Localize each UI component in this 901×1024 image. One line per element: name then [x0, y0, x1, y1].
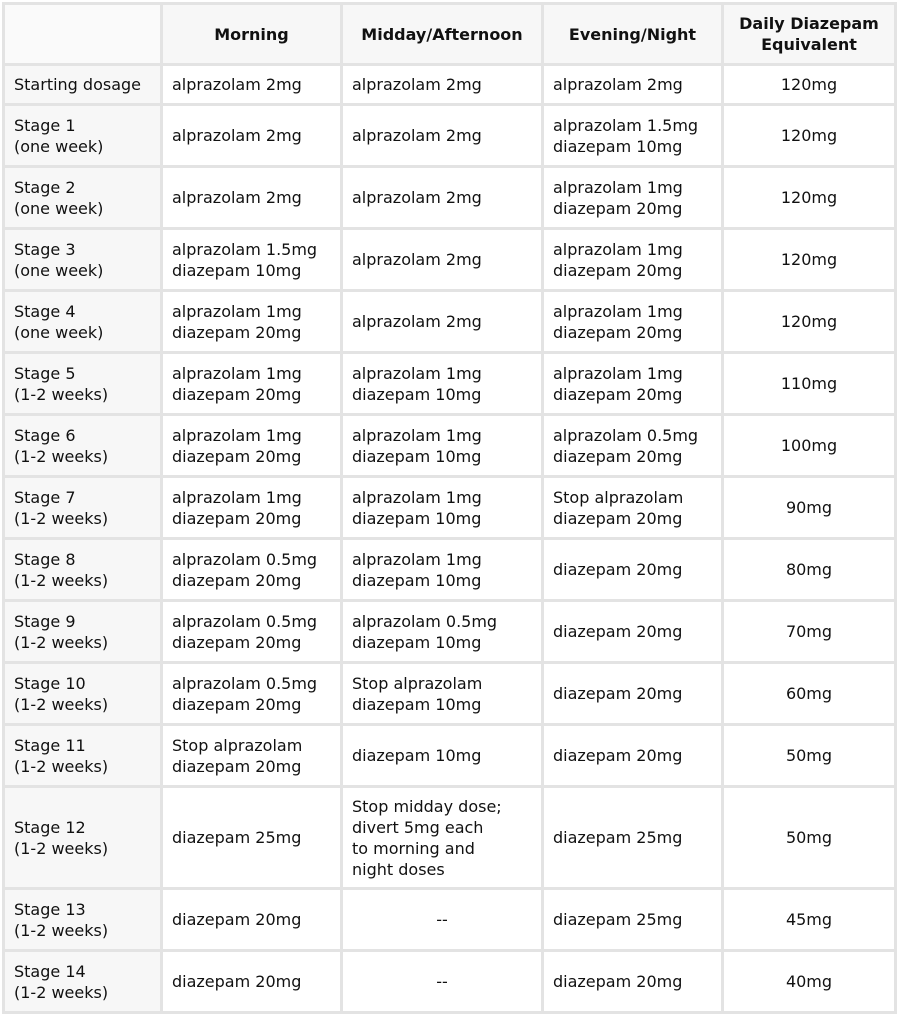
midday-cell: [343, 66, 544, 106]
midday-cell-line: diazepam 10mg: [352, 694, 482, 714]
evening-cell-line: Stop alprazolam: [553, 487, 684, 507]
evening-cell-line: diazepam 20mg: [553, 622, 683, 641]
midday-cell: [343, 354, 544, 416]
evening-cell: [544, 478, 724, 540]
stage-cell-line: Starting dosage: [14, 75, 141, 94]
stage-cell-line: Stage 11: [14, 735, 86, 755]
stage-cell: [2, 890, 163, 952]
midday-cell-line: divert 5mg each: [352, 817, 484, 837]
morning-cell-line: alprazolam 2mg: [172, 188, 302, 207]
midday-cell-line: diazepam 10mg: [352, 746, 482, 765]
table-row: [2, 416, 897, 478]
header-stage: [2, 2, 163, 66]
evening-cell-line: alprazolam 1mg: [553, 301, 683, 321]
stage-cell: [2, 106, 163, 168]
evening-cell-line: alprazolam 1mg: [553, 363, 683, 383]
midday-cell-line: diazepam 10mg: [352, 508, 482, 528]
stage-cell-line: Stage 13: [14, 899, 86, 919]
morning-cell-line: alprazolam 0.5mg: [172, 611, 318, 631]
table-row: [2, 788, 897, 890]
daily-equivalent-cell: 120mg: [724, 292, 897, 354]
stage-cell: [2, 416, 163, 478]
midday-cell-line: Stop alprazolam: [352, 673, 483, 693]
evening-cell-line: diazepam 20mg: [553, 972, 683, 991]
midday-cell-line: alprazolam 2mg: [352, 75, 482, 94]
stage-cell: [2, 602, 163, 664]
table-row: [2, 66, 897, 106]
evening-cell-line: diazepam 25mg: [553, 828, 683, 847]
morning-cell-line: alprazolam 1mg: [172, 487, 302, 507]
morning-cell-line: alprazolam 1mg: [172, 301, 302, 321]
stage-cell-line: (one week): [14, 260, 104, 280]
morning-cell-line: diazepam 20mg: [172, 508, 302, 528]
midday-cell-line: to morning and: [352, 838, 475, 858]
stage-cell-line: Stage 3: [14, 239, 76, 259]
header-daily-text: Daily Diazepam Equivalent: [739, 14, 879, 54]
stage-cell-line: (1-2 weeks): [14, 570, 109, 590]
midday-cell-line: alprazolam 1mg: [352, 425, 482, 445]
stage-cell: [2, 952, 163, 1014]
morning-cell: [163, 664, 343, 726]
midday-cell: [343, 416, 544, 478]
midday-cell: [343, 788, 544, 890]
morning-cell: [163, 602, 343, 664]
morning-cell-line: alprazolam 2mg: [172, 126, 302, 145]
daily-equivalent-cell: 110mg: [724, 354, 897, 416]
daily-equivalent-cell: 120mg: [724, 230, 897, 292]
daily-equivalent-cell: 90mg: [724, 478, 897, 540]
midday-cell-line: --: [436, 972, 448, 991]
table-row: [2, 230, 897, 292]
header-evening: Evening/Night: [544, 2, 724, 66]
evening-cell-line: alprazolam 0.5mg: [553, 425, 699, 445]
table-row: [2, 292, 897, 354]
morning-cell-line: diazepam 20mg: [172, 446, 302, 466]
stage-cell-line: Stage 12: [14, 817, 86, 837]
stage-cell-line: Stage 8: [14, 549, 76, 569]
evening-cell-line: diazepam 20mg: [553, 384, 683, 404]
midday-cell-line: diazepam 10mg: [352, 446, 482, 466]
evening-cell-line: diazepam 20mg: [553, 746, 683, 765]
evening-cell: [544, 602, 724, 664]
evening-cell: [544, 890, 724, 952]
daily-equivalent-cell: 100mg: [724, 416, 897, 478]
midday-cell: [343, 478, 544, 540]
stage-cell-line: Stage 9: [14, 611, 76, 631]
stage-cell: [2, 230, 163, 292]
stage-cell: [2, 540, 163, 602]
stage-cell-line: Stage 6: [14, 425, 76, 445]
morning-cell-line: alprazolam 1mg: [172, 363, 302, 383]
stage-cell: [2, 788, 163, 890]
morning-cell-line: diazepam 20mg: [172, 632, 302, 652]
evening-cell: [544, 230, 724, 292]
table-row: [2, 354, 897, 416]
table-row: [2, 890, 897, 952]
daily-equivalent-cell: 50mg: [724, 726, 897, 788]
stage-cell-line: (one week): [14, 136, 104, 156]
daily-equivalent-cell: 60mg: [724, 664, 897, 726]
stage-cell: [2, 478, 163, 540]
morning-cell: [163, 788, 343, 890]
taper-schedule-table: [2, 2, 897, 1014]
morning-cell-line: diazepam 20mg: [172, 384, 302, 404]
table-row: [2, 106, 897, 168]
morning-cell: [163, 726, 343, 788]
midday-cell-line: diazepam 10mg: [352, 384, 482, 404]
evening-cell-line: diazepam 20mg: [553, 322, 683, 342]
header-midday: Midday/Afternoon: [343, 2, 544, 66]
evening-cell-line: diazepam 25mg: [553, 910, 683, 929]
midday-cell: [343, 726, 544, 788]
stage-cell-line: (1-2 weeks): [14, 446, 109, 466]
morning-cell: [163, 952, 343, 1014]
stage-cell: [2, 292, 163, 354]
stage-cell-line: Stage 14: [14, 961, 86, 981]
table-row: [2, 478, 897, 540]
stage-cell-line: Stage 2: [14, 177, 76, 197]
morning-cell-line: diazepam 20mg: [172, 694, 302, 714]
midday-cell: [343, 230, 544, 292]
evening-cell-line: diazepam 20mg: [553, 446, 683, 466]
midday-cell-line: diazepam 10mg: [352, 632, 482, 652]
evening-cell: [544, 66, 724, 106]
midday-cell-line: alprazolam 2mg: [352, 250, 482, 269]
evening-cell: [544, 354, 724, 416]
morning-cell: [163, 540, 343, 602]
morning-cell-line: alprazolam 2mg: [172, 75, 302, 94]
morning-cell: [163, 354, 343, 416]
stage-cell-line: Stage 7: [14, 487, 76, 507]
stage-cell: [2, 66, 163, 106]
morning-cell-line: diazepam 20mg: [172, 322, 302, 342]
evening-cell-line: diazepam 20mg: [553, 560, 683, 579]
stage-cell: [2, 726, 163, 788]
midday-cell: [343, 890, 544, 952]
daily-equivalent-cell: 40mg: [724, 952, 897, 1014]
table-row: [2, 726, 897, 788]
daily-equivalent-cell: 80mg: [724, 540, 897, 602]
daily-equivalent-cell: 70mg: [724, 602, 897, 664]
stage-cell-line: (1-2 weeks): [14, 982, 109, 1002]
evening-cell-line: alprazolam 1mg: [553, 239, 683, 259]
midday-cell-line: Stop midday dose;: [352, 796, 502, 816]
table-row: [2, 664, 897, 726]
morning-cell: [163, 292, 343, 354]
evening-cell: [544, 952, 724, 1014]
stage-cell-line: Stage 1: [14, 115, 76, 135]
evening-cell: [544, 292, 724, 354]
evening-cell: [544, 664, 724, 726]
table-row: [2, 602, 897, 664]
morning-cell-line: diazepam 25mg: [172, 828, 302, 847]
stage-cell: [2, 168, 163, 230]
morning-cell: [163, 106, 343, 168]
midday-cell-line: alprazolam 2mg: [352, 312, 482, 331]
midday-cell: [343, 106, 544, 168]
evening-cell-line: diazepam 20mg: [553, 684, 683, 703]
evening-cell-line: alprazolam 2mg: [553, 75, 683, 94]
header-row: [2, 2, 897, 66]
midday-cell-line: alprazolam 1mg: [352, 549, 482, 569]
table-row: [2, 952, 897, 1014]
morning-cell-line: alprazolam 1.5mg: [172, 239, 318, 259]
morning-cell-line: alprazolam 0.5mg: [172, 673, 318, 693]
morning-cell-line: diazepam 20mg: [172, 756, 302, 776]
morning-cell-line: Stop alprazolam: [172, 735, 303, 755]
stage-cell-line: (1-2 weeks): [14, 756, 109, 776]
midday-cell-line: alprazolam 2mg: [352, 126, 482, 145]
morning-cell-line: diazepam 20mg: [172, 910, 302, 929]
morning-cell: [163, 890, 343, 952]
evening-cell: [544, 726, 724, 788]
evening-cell-line: alprazolam 1mg: [553, 177, 683, 197]
midday-cell-line: diazepam 10mg: [352, 570, 482, 590]
midday-cell-line: alprazolam 1mg: [352, 363, 482, 383]
daily-equivalent-cell: 120mg: [724, 106, 897, 168]
stage-cell-line: (one week): [14, 322, 104, 342]
stage-cell: [2, 664, 163, 726]
header-morning: Morning: [163, 2, 343, 66]
midday-cell-line: alprazolam 2mg: [352, 188, 482, 207]
midday-cell-line: alprazolam 1mg: [352, 487, 482, 507]
stage-cell-line: Stage 10: [14, 673, 86, 693]
daily-equivalent-cell: 120mg: [724, 168, 897, 230]
stage-cell-line: (1-2 weeks): [14, 920, 109, 940]
morning-cell: [163, 478, 343, 540]
midday-cell-line: alprazolam 0.5mg: [352, 611, 498, 631]
stage-cell-line: (one week): [14, 198, 104, 218]
evening-cell: [544, 106, 724, 168]
midday-cell: [343, 292, 544, 354]
daily-equivalent-cell: 120mg: [724, 66, 897, 106]
stage-cell-line: (1-2 weeks): [14, 694, 109, 714]
morning-cell: [163, 416, 343, 478]
morning-cell: [163, 168, 343, 230]
table-row: [2, 540, 897, 602]
stage-cell-line: (1-2 weeks): [14, 384, 109, 404]
table-row: [2, 168, 897, 230]
evening-cell-line: diazepam 20mg: [553, 508, 683, 528]
stage-cell-line: (1-2 weeks): [14, 632, 109, 652]
morning-cell-line: alprazolam 1mg: [172, 425, 302, 445]
evening-cell: [544, 168, 724, 230]
evening-cell-line: diazepam 20mg: [553, 260, 683, 280]
stage-cell-line: Stage 5: [14, 363, 76, 383]
evening-cell: [544, 416, 724, 478]
morning-cell-line: alprazolam 0.5mg: [172, 549, 318, 569]
header-daily: [724, 2, 897, 66]
midday-cell: [343, 602, 544, 664]
stage-cell-line: Stage 4: [14, 301, 76, 321]
midday-cell: [343, 168, 544, 230]
midday-cell-line: --: [436, 910, 448, 929]
midday-cell: [343, 664, 544, 726]
morning-cell: [163, 66, 343, 106]
midday-cell-line: night doses: [352, 859, 445, 879]
evening-cell-line: diazepam 20mg: [553, 198, 683, 218]
morning-cell-line: diazepam 10mg: [172, 260, 302, 280]
midday-cell: [343, 540, 544, 602]
stage-cell-line: (1-2 weeks): [14, 838, 109, 858]
midday-cell: [343, 952, 544, 1014]
stage-cell-line: (1-2 weeks): [14, 508, 109, 528]
stage-cell: [2, 354, 163, 416]
evening-cell-line: diazepam 10mg: [553, 136, 683, 156]
morning-cell: [163, 230, 343, 292]
daily-equivalent-cell: 50mg: [724, 788, 897, 890]
morning-cell-line: diazepam 20mg: [172, 570, 302, 590]
morning-cell-line: diazepam 20mg: [172, 972, 302, 991]
evening-cell: [544, 788, 724, 890]
evening-cell: [544, 540, 724, 602]
evening-cell-line: alprazolam 1.5mg: [553, 115, 699, 135]
daily-equivalent-cell: 45mg: [724, 890, 897, 952]
